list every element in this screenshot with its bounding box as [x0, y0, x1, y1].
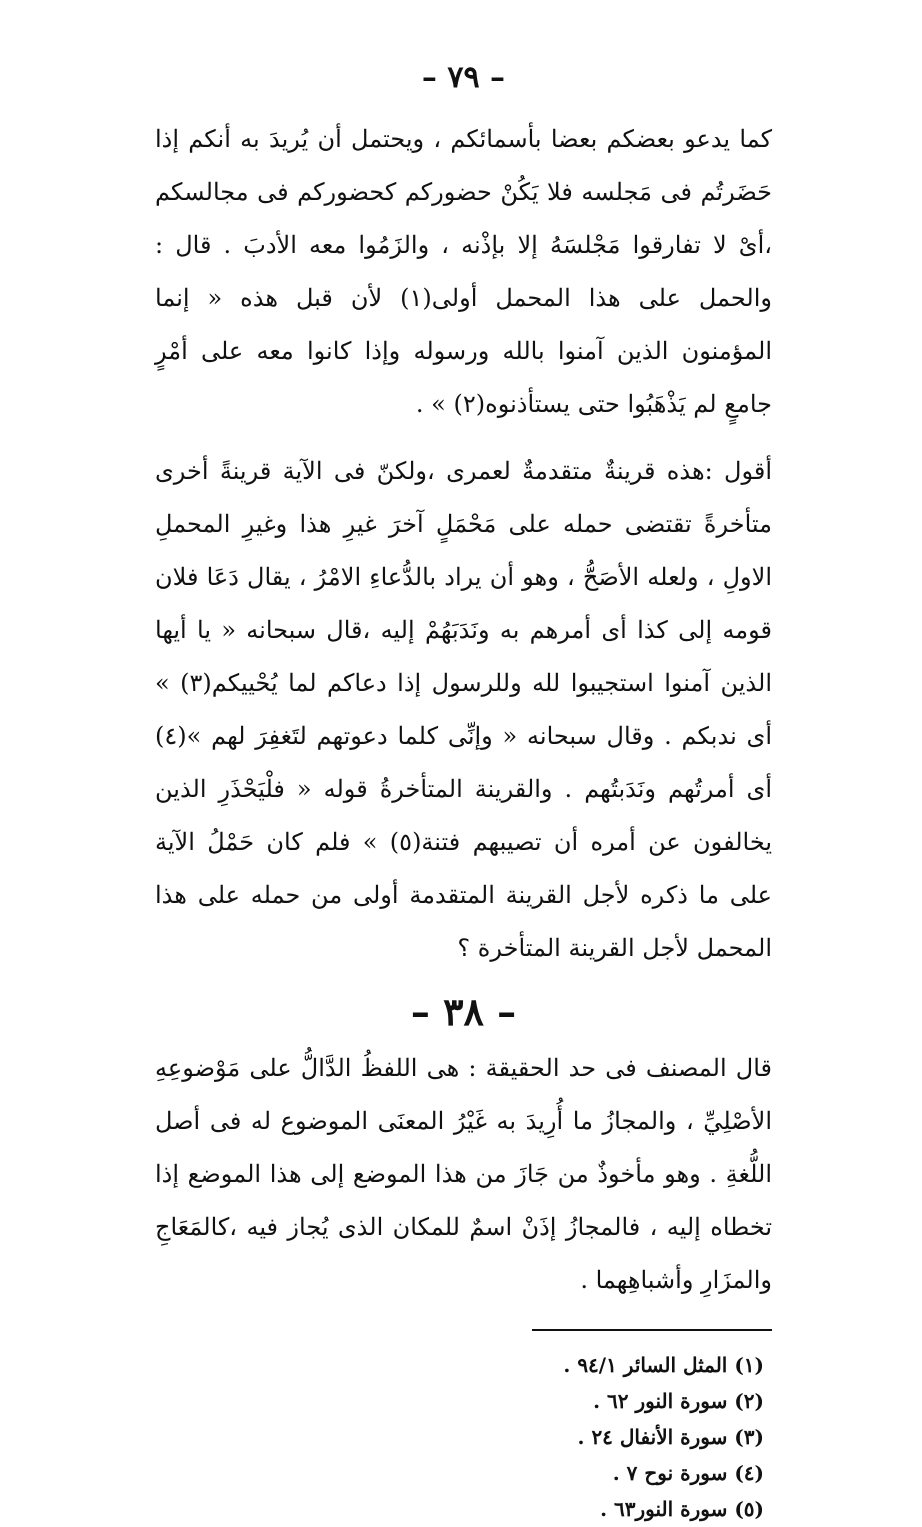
- page-number: – ٧٩ –: [421, 60, 506, 95]
- section-paragraph: قال المصنف فى حد الحقيقة : هى اللفظُ الدَّالُّ على مَوْضوعِهِ الأصْلِيِّ ، والمجازُ ما أُرِيدَ به غَيْرُ المعنَى الموضوع له فى أصل اللُّغةِ . وهو مأخوذٌ من جَازَ من هذا الموضع إلى هذا الموضع إذا تخطاه إليه ، فالمجازُ إذَنْ اسمٌ للمكان الذى يُجاز فيه ،كالمَعَاجِ والمزَارِ وأشباهِهما .: [155, 1054, 772, 1294]
- footnote: (٣) سورة الأنفال ٢٤ .: [577, 1425, 764, 1449]
- footnote: (٢) سورة النور ٦٢ .: [593, 1389, 764, 1413]
- footnote: (٤) سورة نوح ٧ .: [612, 1461, 764, 1485]
- footnotes-list: [155, 1347, 772, 1527]
- paragraph: كما يدعو بعضكم بعضا بأسمائكم ، ويحتمل أن يُريدَ به أنكم إذا حَضَرتُم فى مَجلسه فلا يَكُنْ حضوركم كحضوركم فى مجالسكم ،أىْ لا تفارقوا مَجْلسَهُ إلا بإذْنه ، والزَمُوا معه الأدبَ . قال : والحمل على هذا المحمل أولى(١) لأن قبل هذه « إنما المؤمنون الذين آمنوا بالله ورسوله وإذا كانوا معه على أمْرٍ جامعٍ لم يَذْهَبُوا حتى يستأذنوه(٢) » .: [155, 125, 772, 418]
- footnote-divider: [532, 1329, 772, 1331]
- footnote: (١) المثل السائر ٩٤/١ .: [563, 1353, 764, 1377]
- section-number: – ٣٨ –: [410, 989, 517, 1034]
- footnote: (٥) سورة النور٦٣ .: [600, 1497, 764, 1521]
- paragraph: أقول :هذه قرينةٌ متقدمةٌ لعمرى ،ولكنّ فى الآية قرينةً أخرى متأخرةً تقتضى حمله على مَحْمَلٍ آخرَ غيرِ هذا وغيرِ المحملِ الاولِ ، ولعله الأصَحُّ ، وهو أن يراد بالدُّعاءِ الامْرُ ، يقال دَعَا فلان قومه إلى كذا أى أمرهم به ونَدَبَهُمْ إليه ،قال سبحانه « يا أيها الذين آمنوا استجيبوا لله وللرسول إذا دعاكم لما يُحْييكم(٣) » أى ندبكم . وقال سبحانه « وإنِّى كلما دعوتهم لتَغفِرَ لهم »(٤) أى أمرتُهم ونَدَبتُهم . والقرينة المتأخرةُ قوله « فلْيَحْذَرِ الذين يخالفون عن أمره أن تصيبهم فتنة(٥) » فلم كان حَمْلُ الآية على ما ذكره لأجل القرينة المتقدمة أولى من حمله على هذا المحمل لأجل القرينة المتأخرة ؟: [155, 457, 773, 962]
